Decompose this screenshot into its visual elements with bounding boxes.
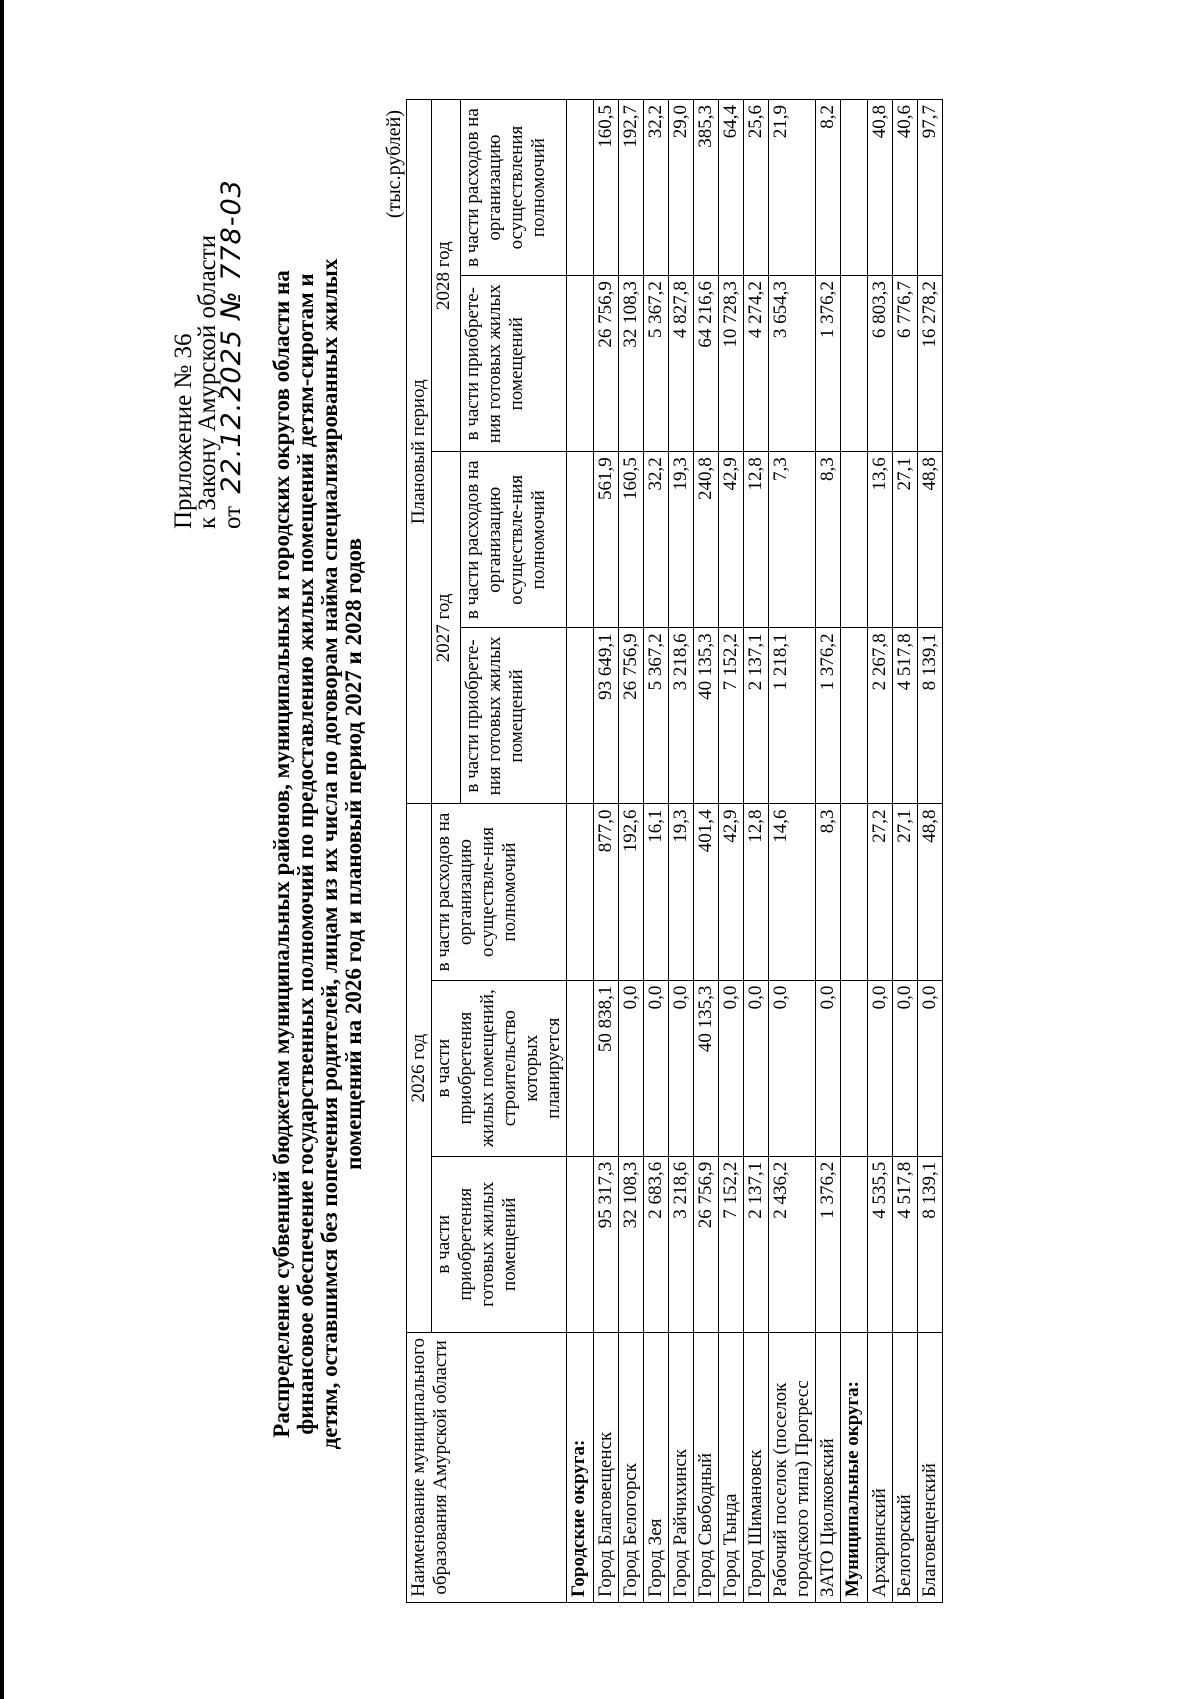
subvention-table [406,99,943,1603]
table-row [893,100,918,1603]
value-cell: 192,7 [619,100,644,276]
value-cell: 4 274,2 [744,276,769,452]
value-cell: 4 535,5 [868,1156,893,1332]
value-cell: 4 827,8 [669,276,694,452]
value-cell: 14,6 [769,804,816,980]
value-cell: 2 436,2 [769,1156,816,1332]
value-cell: 26 756,9 [619,628,644,804]
title-line-1: Распределение субвенций бюджетам муниципальных районов, муниципальных и городских округов области на [269,270,294,1438]
value-cell: 19,3 [669,804,694,980]
table-body [567,100,943,1603]
header-municipality: Наименование муниципального образования Амурской области [407,1332,567,1602]
section-empty-cell [567,628,594,804]
value-cell: 25,6 [744,100,769,276]
table-row [918,100,943,1603]
section-empty-cell [567,100,594,276]
title-line-2: финансовое обеспечение государственных полномочий по предоставлению жилых помещений детям-сиротам и [293,273,318,1435]
section-empty-cell [841,276,868,452]
section-row [841,100,868,1603]
value-cell: 40 135,3 [694,980,719,1156]
value-cell: 8,2 [816,100,841,276]
value-cell: 6 776,7 [893,276,918,452]
section-empty-cell [567,276,594,452]
appendix-date-prefix: от [219,505,246,529]
value-cell: 40 135,3 [694,628,719,804]
municipality-name: Город Свободный [694,1332,719,1602]
value-cell: 561,9 [594,452,619,628]
section-empty-cell [567,452,594,628]
value-cell: 3 218,6 [669,628,694,804]
value-cell: 385,3 [694,100,719,276]
municipality-name: Город Зея [644,1332,669,1602]
municipality-name: Рабочий поселок (поселок городского типа) Прогресс [769,1332,816,1602]
value-cell: 0,0 [816,980,841,1156]
table-row [644,100,669,1603]
table-row [816,100,841,1603]
value-cell: 21,9 [769,100,816,276]
value-cell: 32 108,3 [619,1156,644,1332]
value-cell: 48,8 [918,804,943,980]
section-empty-cell [567,804,594,980]
header-2026: 2026 год [407,804,432,1332]
unit-label: (тыс.рублей) [383,110,405,219]
section-empty-cell [567,1156,594,1332]
value-cell: 7 152,2 [719,628,744,804]
value-cell: 0,0 [769,980,816,1156]
header-2028-admin: в части расходов на организацию осуществления полномочий [461,100,567,276]
value-cell: 2 137,1 [744,628,769,804]
section-empty-cell [841,804,868,980]
value-cell: 0,0 [669,980,694,1156]
appendix-law: к Закону Амурской области [194,234,221,529]
value-cell: 160,5 [594,100,619,276]
document-title [270,89,366,1619]
title-line-3: детям, оставшимся без попечения родителей, лицам из их числа по договорам найма специализированных жилых [317,258,342,1450]
value-cell: 64,4 [719,100,744,276]
value-cell: 32,2 [644,452,669,628]
municipality-name: Город Райчихинск [669,1332,694,1602]
table-row [868,100,893,1603]
appendix-number: Приложение № 36 [170,333,197,529]
value-cell: 0,0 [619,980,644,1156]
value-cell: 5 367,2 [644,628,669,804]
value-cell: 6 803,3 [868,276,893,452]
section-empty-cell [841,452,868,628]
value-cell: 0,0 [868,980,893,1156]
header-2026-admin: в части расходов на организацию осуществле-ния полномочий [432,804,567,980]
header-2028-ready: в части приобрете-ния готовых жилых помещений [461,276,567,452]
value-cell: 26 756,9 [694,1156,719,1332]
value-cell: 10 728,3 [719,276,744,452]
section-empty-cell [841,1156,868,1332]
value-cell: 3 218,6 [669,1156,694,1332]
table-row [744,100,769,1603]
value-cell: 42,9 [719,804,744,980]
table-row [694,100,719,1603]
section-label: Городские округа: [567,1332,594,1602]
value-cell: 27,1 [893,452,918,628]
value-cell: 40,8 [868,100,893,276]
municipality-name: Город Тында [719,1332,744,1602]
value-cell: 5 367,2 [644,276,669,452]
section-empty-cell [841,628,868,804]
value-cell: 93 649,1 [594,628,619,804]
value-cell: 95 317,3 [594,1156,619,1332]
municipality-name: Город Белогорск [619,1332,644,1602]
value-cell: 0,0 [918,980,943,1156]
value-cell: 8 139,1 [918,1156,943,1332]
header-2026-ready: в части приобретения готовых жилых помещений [432,1156,567,1332]
value-cell: 160,5 [619,452,644,628]
header-2027-ready: в части приобрете-ния готовых жилых помещений [461,628,567,804]
value-cell: 16 278,2 [918,276,943,452]
value-cell: 12,8 [744,452,769,628]
municipality-name: Город Шимановск [744,1332,769,1602]
value-cell: 13,6 [868,452,893,628]
value-cell: 192,6 [619,804,644,980]
section-row [567,100,594,1603]
value-cell: 32,2 [644,100,669,276]
value-cell: 40,6 [893,100,918,276]
value-cell: 42,9 [719,452,744,628]
appendix-date-line [216,109,247,529]
value-cell: 1 376,2 [816,628,841,804]
value-cell: 3 654,3 [769,276,816,452]
header-2028: 2028 год [432,100,461,452]
municipality-name: Город Благовещенск [594,1332,619,1602]
table-row [669,100,694,1603]
value-cell: 64 216,6 [694,276,719,452]
header-2027-admin: в части расходов на организацию осуществле-ния полномочий [461,452,567,628]
section-empty-cell [841,980,868,1156]
value-cell: 4 517,8 [893,628,918,804]
value-cell: 7,3 [769,452,816,628]
header-2026-construction: в части приобретения жилых помещений, строительство которых планируется [432,980,567,1156]
section-label: Муниципальные округа: [841,1332,868,1602]
value-cell: 877,0 [594,804,619,980]
table-row [619,100,644,1603]
value-cell: 1 376,2 [816,1156,841,1332]
header-planned-period: Плановый период [407,100,432,804]
value-cell: 19,3 [669,452,694,628]
value-cell: 2 683,6 [644,1156,669,1332]
section-empty-cell [841,100,868,276]
value-cell: 0,0 [744,980,769,1156]
value-cell: 1 376,2 [816,276,841,452]
value-cell: 8,3 [816,804,841,980]
value-cell: 0,0 [893,980,918,1156]
value-cell: 12,8 [744,804,769,980]
header-2027: 2027 год [432,452,461,804]
table-row [719,100,744,1603]
municipality-name: Благовещенский [918,1332,943,1602]
value-cell: 27,1 [893,804,918,980]
value-cell: 29,0 [669,100,694,276]
table-row [594,100,619,1603]
municipality-name: Белогорский [893,1332,918,1602]
value-cell: 0,0 [644,980,669,1156]
title-line-4: помещений на 2026 год и плановый период 2027 и 2028 годов [341,538,366,1170]
value-cell: 2 137,1 [744,1156,769,1332]
municipality-name: ЗАТО Циолковский [816,1332,841,1602]
value-cell: 27,2 [868,804,893,980]
value-cell: 8 139,1 [918,628,943,804]
appendix-block [172,109,245,529]
value-cell: 16,1 [644,804,669,980]
municipality-name: Архаринский [868,1332,893,1602]
value-cell: 240,8 [694,452,719,628]
value-cell: 32 108,3 [619,276,644,452]
value-cell: 7 152,2 [719,1156,744,1332]
value-cell: 26 756,9 [594,276,619,452]
value-cell: 50 838,1 [594,980,619,1156]
value-cell: 1 218,1 [769,628,816,804]
handwritten-date-number: 22.12.2025 № 778-03 [216,179,247,494]
section-empty-cell [567,980,594,1156]
value-cell: 48,8 [918,452,943,628]
value-cell: 2 267,8 [868,628,893,804]
table-row [769,100,816,1603]
value-cell: 8,3 [816,452,841,628]
value-cell: 4 517,8 [893,1156,918,1332]
value-cell: 0,0 [719,980,744,1156]
value-cell: 97,7 [918,100,943,276]
value-cell: 401,4 [694,804,719,980]
